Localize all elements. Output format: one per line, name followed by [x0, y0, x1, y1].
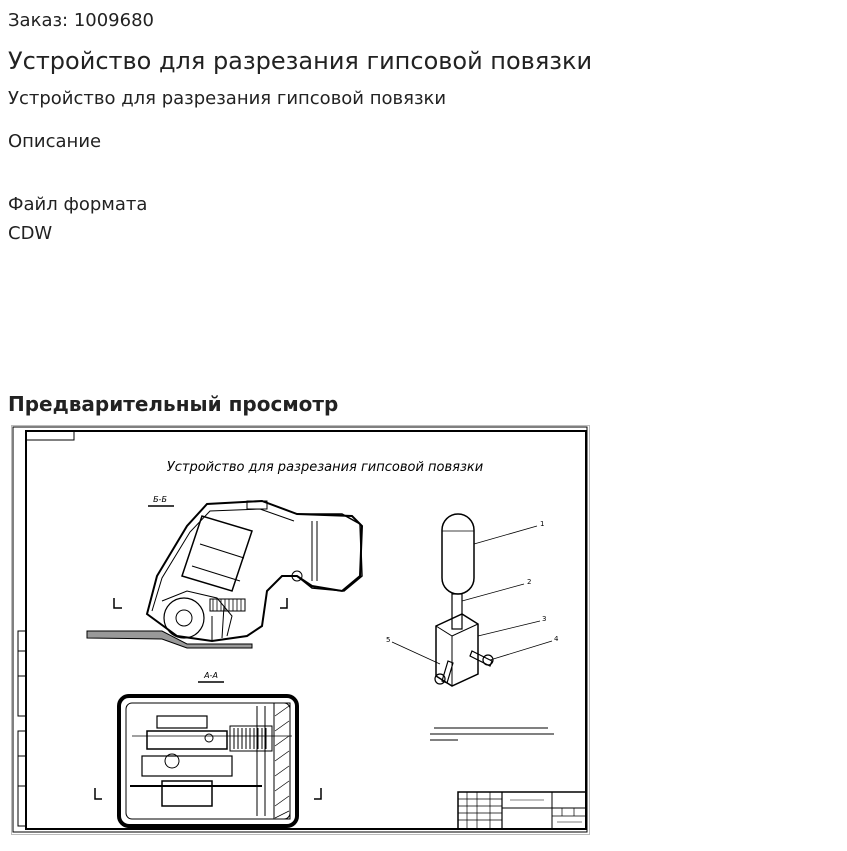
- side-hatching: [275, 706, 289, 818]
- coil-spring: [234, 728, 266, 749]
- drawing-title: Устройство для разрезания гипсовой повязки: [166, 460, 484, 475]
- callout-2: 2: [527, 578, 532, 586]
- cutter-body-view: [147, 501, 362, 641]
- title-block: [458, 792, 586, 829]
- callout-numbers: [386, 520, 559, 644]
- view-label-b: Б-Б: [153, 495, 167, 504]
- preview-heading: Предварительный просмотр: [8, 392, 339, 416]
- isometric-part: [435, 514, 493, 686]
- description-label: Описание: [8, 131, 102, 152]
- gear-hatching: [213, 599, 241, 611]
- callout-3: 3: [542, 615, 547, 623]
- file-format-value: CDW: [8, 223, 53, 244]
- callout-5: 5: [386, 636, 391, 644]
- product-subtitle: Устройство для разрезания гипсовой повязки: [8, 88, 447, 109]
- technical-drawing: [12, 426, 589, 834]
- view-label-a: А-А: [204, 671, 218, 680]
- order-number: Заказ: 1009680: [8, 10, 154, 31]
- file-format-label: Файл формата: [8, 194, 148, 215]
- callout-1: 1: [540, 520, 545, 528]
- leader-lines: [392, 526, 552, 664]
- section-view-a: [119, 696, 297, 826]
- drawing-preview[interactable]: [11, 425, 590, 835]
- callout-4: 4: [554, 635, 559, 643]
- product-title: Устройство для разрезания гипсовой повязки: [8, 47, 593, 75]
- technical-notes: [430, 728, 554, 740]
